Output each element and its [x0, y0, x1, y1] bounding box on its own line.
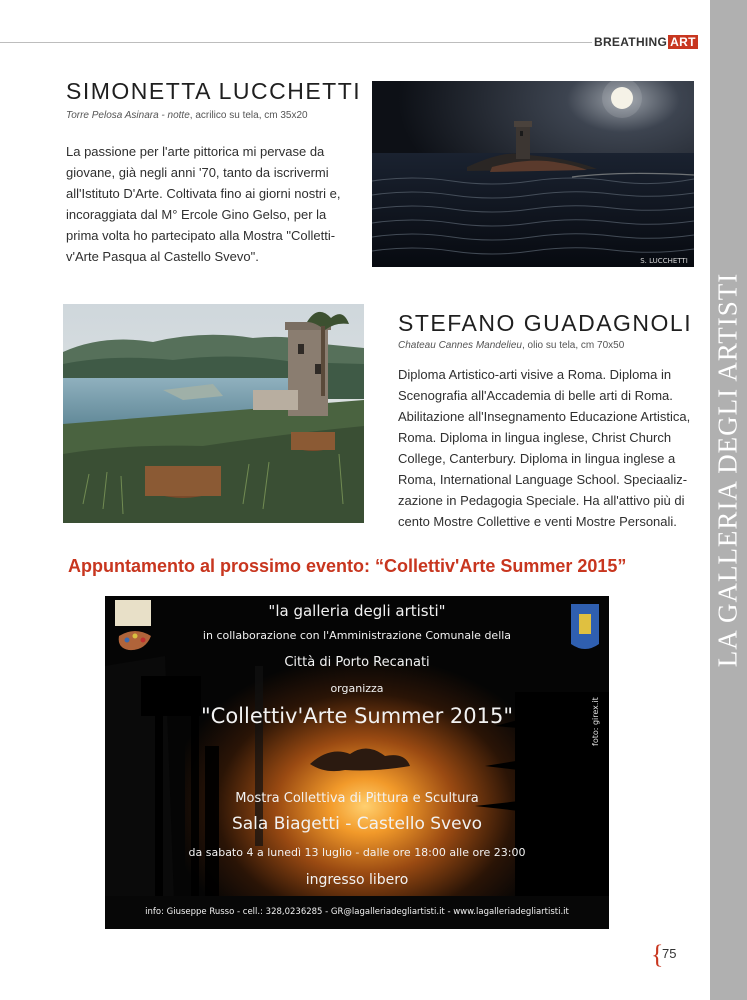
poster-photo-credit: foto: girex.it — [591, 697, 600, 746]
brand-art: ART — [670, 35, 696, 49]
artist1-caption — [66, 110, 308, 121]
artist2-caption-title: Chateau Cannes Mandelieu — [398, 340, 522, 351]
artist1-caption-details: , acrilico su tela, cm 35x20 — [189, 110, 308, 121]
artist2-caption — [398, 340, 624, 351]
coastal-castle-painting — [63, 304, 364, 523]
event-heading: Appuntamento al prossimo evento: “Collettiv'Arte Summer 2015” — [68, 556, 627, 576]
painting-signature: S. LUCCHETTI — [640, 257, 688, 265]
poster-line-entry: ingresso libero — [305, 872, 409, 888]
artist2-bio-line: cento Mostre Collettive e venti Mostre Personali. — [398, 514, 677, 529]
artist1-bio-line: v'Arte Pasqua al Castello Svevo". — [66, 249, 259, 264]
artist1-caption-title: Torre Pelosa Asinara - notte — [66, 110, 190, 121]
artist2-bio-line: Roma, International Language School. Speciaaliz- — [398, 472, 688, 487]
painting-torre-pelosa — [372, 81, 694, 267]
artist2-bio-line: zazione in Pedagogia Speciale. Ha all'attivo più di — [398, 493, 685, 508]
artist1-name: SIMONETTA LUCCHETTI — [66, 78, 362, 104]
night-sea-painting — [372, 81, 694, 267]
artist1-bio-line: La passione per l'arte pittorica mi pervase da — [66, 144, 325, 159]
side-section-title: LA GALLERIA DEGLI ARTISTI — [712, 272, 743, 668]
poster-info: info: Giuseppe Russo - cell.: 328,0236285 - GR@lagalleriadegliartisti.it - www.lagalleriadegliartisti.it — [145, 907, 569, 917]
poster-line-collab: in collaborazione con l'Amministrazione Comunale della — [202, 629, 512, 642]
artist2-bio-line: Roma. Diploma in lingua inglese, Christ Church — [398, 430, 672, 445]
artist1-bio-line: giovane, già negli anni '70, tanto da iscrivermi — [66, 165, 329, 180]
poster-line-city: Città di Porto Recanati — [284, 655, 430, 670]
artist2-bio-line: Diploma Artistico-arti visive a Roma. Diploma in — [398, 367, 672, 382]
artist1-bio — [66, 141, 366, 267]
artist2-bio-line: College, Canterbury. Diploma in lingua inglese a — [398, 451, 676, 466]
poster-line-dates: da sabato 4 a lunedì 13 luglio - dalle ore 18:00 alle ore 23:00 — [188, 846, 526, 859]
artist2-name: STEFANO GUADAGNOLI — [398, 310, 693, 336]
artist1-bio-line: incoraggiata dal M° Ercole Gino Gelso, per la — [66, 207, 327, 222]
poster-line-event-name: "Collettiv'Arte Summer 2015" — [201, 704, 513, 728]
artist1-bio-line: all'Istituto D'Arte. Coltivata fino ai giorni nostri e, — [66, 186, 341, 201]
artist2-caption-details: , olio su tela, cm 70x50 — [521, 340, 625, 351]
event-poster — [105, 596, 609, 929]
poster-line-organizza: organizza — [330, 682, 384, 695]
brand-breathing: BREATHING — [594, 35, 668, 49]
artist1-bio-line: prima volta ho partecipato alla Mostra "Colletti- — [66, 228, 336, 243]
page-number-brace: { — [651, 940, 664, 969]
artist2-bio-line: Abilitazione all'Insegnamento Educazione Artistica, — [398, 409, 691, 424]
page-number: 75 — [662, 946, 677, 961]
artist2-bio — [398, 364, 704, 532]
poster-line-venue: Sala Biagetti - Castello Svevo — [231, 814, 483, 834]
poster-line-org: "la galleria degli artisti" — [268, 602, 446, 620]
header-rule — [0, 42, 592, 43]
painting-chateau-cannes — [63, 304, 364, 523]
artist2-bio-line: Scenografia all'Accademia di belle arti di Roma. — [398, 388, 673, 403]
magazine-brand — [594, 34, 698, 50]
poster-line-exhibition: Mostra Collettiva di Pittura e Scultura — [235, 791, 479, 806]
